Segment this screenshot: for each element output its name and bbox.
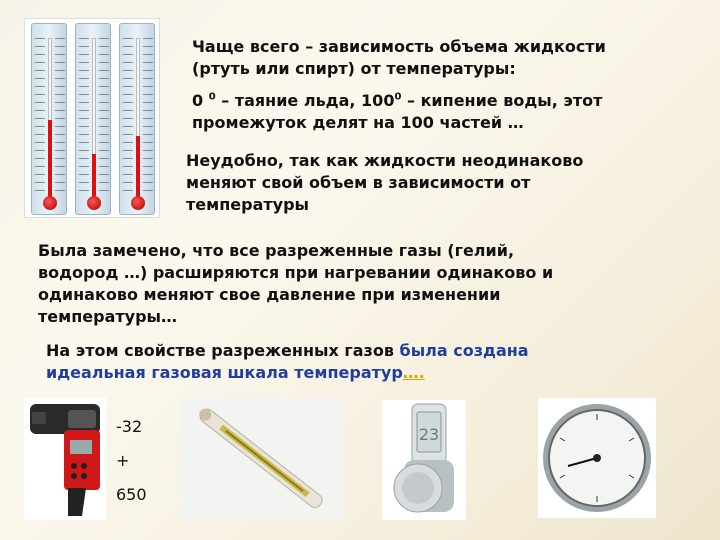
text-part: 0 — [192, 91, 209, 110]
ellipsis-link: …. — [402, 363, 425, 382]
text-part: На этом свойстве разреженных газов — [46, 341, 400, 360]
glass-thermometer-image — [180, 398, 344, 520]
reading-low: -32 — [116, 417, 143, 436]
reading-plus: + — [116, 451, 130, 470]
paragraph-inconvenience: Неудобно, так как жидкости неодинаково меняют свой объем в зависимости от температуры — [186, 151, 584, 214]
paragraph-liquid-expansion: Чаще всего – зависимость объема жидкости (ртуть или спирт) от температуры: — [192, 37, 606, 78]
pyrometer-image — [24, 398, 106, 520]
reading-high: 650 — [116, 485, 147, 504]
dial-thermometer-image — [538, 398, 656, 518]
paragraph-rarefied-gases: Была замечено, что все разреженные газы (гелий, водород …) расширяются при нагревании одинаково и одинаково меняют свое давление при изменении температуры… — [38, 241, 554, 326]
degree-superscript: 0 — [394, 91, 402, 103]
degree-superscript: 0 — [208, 91, 216, 103]
text-part: – таяние льда, 100 — [215, 91, 395, 110]
thermometer-3 — [119, 23, 155, 215]
highlight-text: была создана идеальная газовая шкала температур — [46, 341, 529, 382]
thermometers-image — [24, 18, 160, 218]
thermometer-2 — [75, 23, 111, 215]
paragraph-gas-scale — [46, 340, 566, 384]
digital-thermometer-image — [382, 400, 466, 520]
paragraph-scale-points — [192, 90, 622, 134]
svg-text:23: 23 — [418, 425, 440, 444]
thermometer-1 — [31, 23, 67, 215]
text-part: – кипение воды, этот промежуток делят на 100 частей … — [192, 91, 603, 132]
temperature-range — [116, 410, 176, 512]
